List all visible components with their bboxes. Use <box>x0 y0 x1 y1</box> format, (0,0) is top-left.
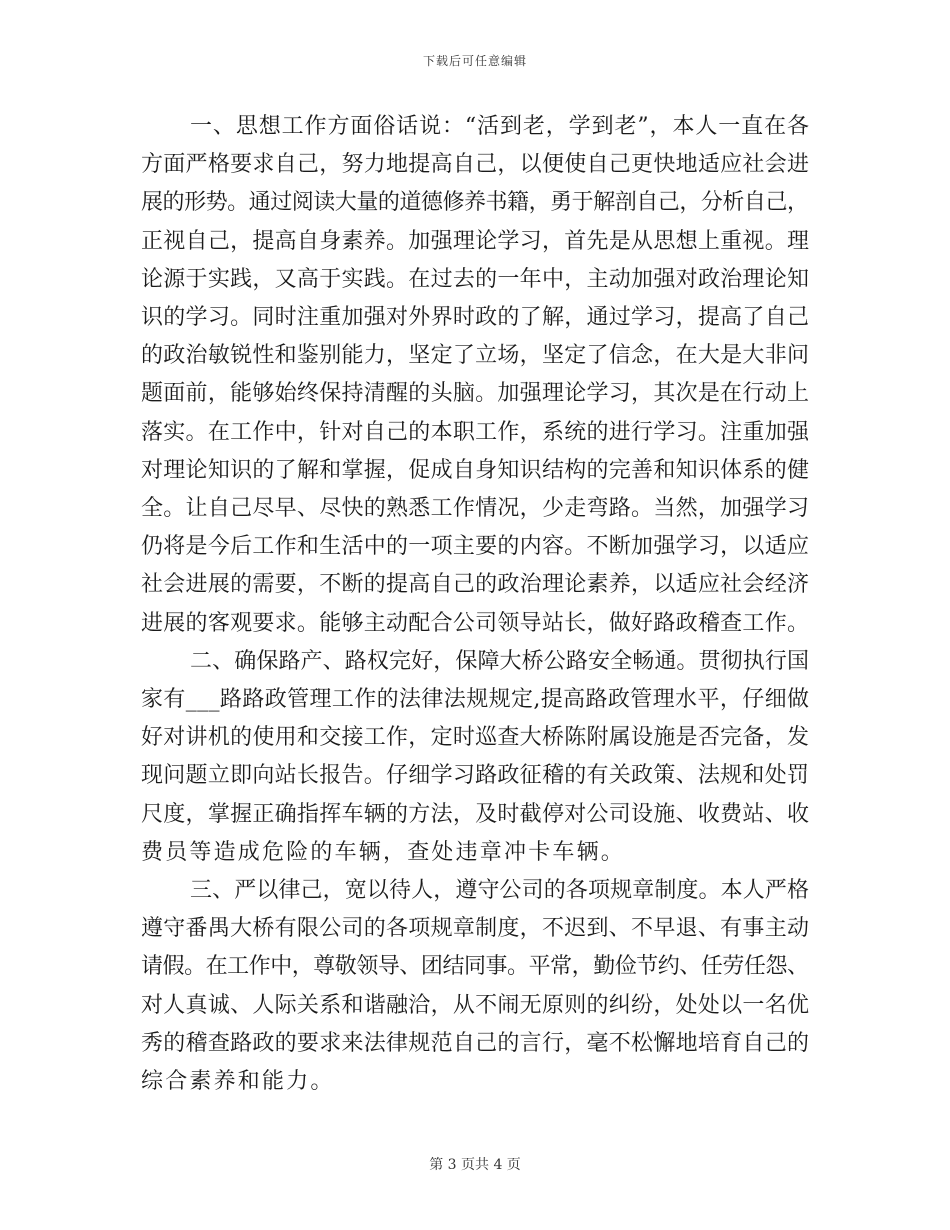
paragraph-2 <box>141 643 809 872</box>
text-line: 仍将是今后工作和生活中的一项主要的内容。不断加强学习，以适应 <box>141 534 810 560</box>
paragraph-1 <box>141 108 809 643</box>
text-line: 请假。在工作中，尊敬领导、团结同事。平常，勤俭节约、任劳任怨、 <box>141 954 809 980</box>
page-header: 下载后可任意编辑 <box>422 54 527 68</box>
text-line: 展的形势。通过阅读大量的道德修养书籍，勇于解剖自己，分析自己， <box>141 190 809 216</box>
paragraph-3 <box>141 872 809 1101</box>
document-body <box>141 108 809 1101</box>
text-line: 对人真诚、人际关系和谐融洽，从不闹无原则的纠纷，处处以一名优 <box>141 992 810 1018</box>
text-line: 尺度，掌握正确指挥车辆的方法，及时截停对公司设施、收费站、收 <box>141 801 810 827</box>
text-line: 家有___路路政管理工作的法律法规规定,提高路政管理水平，仔细做 <box>141 687 810 713</box>
text-line: 的政治敏锐性和鉴别能力，坚定了立场，坚定了信念，在大是大非问 <box>141 343 810 369</box>
text-line: 论源于实践，又高于实践。在过去的一年中，主动加强对政治理论知 <box>141 266 810 292</box>
text-line: 现问题立即向站长报告。仔细学习路政征稽的有关政策、法规和处罚 <box>141 763 810 789</box>
text-line: 进展的客观要求。能够主动配合公司领导站长，做好路政稽查工作。 <box>141 610 810 636</box>
text-line: 落实。在工作中，针对自己的本职工作，系统的进行学习。注重加强 <box>141 419 810 445</box>
text-line: 正视自己，提高自身素养。加强理论学习，首先是从思想上重视。理 <box>141 228 810 254</box>
text-line: 遵守番禺大桥有限公司的各项规章制度，不迟到、不早退、有事主动 <box>141 916 810 942</box>
text-line: 费员等造成危险的车辆，查处违章冲卡车辆。 <box>141 839 626 865</box>
text-line: 识的学习。同时注重加强对外界时政的了解，通过学习，提高了自己 <box>141 305 810 331</box>
page-footer: 第 3 页共 4 页 <box>429 1157 521 1173</box>
text-line: 三、严以律己，宽以待人，遵守公司的各项规章制度。本人严格 <box>190 878 810 904</box>
text-line: 全。让自己尽早、尽快的熟悉工作情况，少走弯路。当然，加强学习 <box>141 496 810 522</box>
text-line: 一、思想工作方面俗话说：“活到老，学到老”，本人一直在各 <box>190 114 810 139</box>
text-line: 对理论知识的了解和掌握，促成自身知识结构的完善和知识体系的健 <box>141 457 810 483</box>
text-line: 二、确保路产、路权完好，保障大桥公路安全畅通。贯彻执行国 <box>190 648 810 674</box>
text-line: 综合素养和能力。 <box>141 1069 335 1095</box>
text-line: 方面严格要求自己，努力地提高自己，以便使自己更快地适应社会进 <box>141 152 810 178</box>
text-line: 题面前，能够始终保持清醒的头脑。加强理论学习，其次是在行动上 <box>141 381 810 407</box>
text-line: 好对讲机的使用和交接工作，定时巡查大桥陈附属设施是否完备，发 <box>141 725 810 751</box>
text-line: 社会进展的需要，不断的提高自己的政治理论素养，以适应社会经济 <box>141 572 810 598</box>
text-line: 秀的稽查路政的要求来法律规范自己的言行，毫不松懈地培育自己的 <box>141 1030 810 1056</box>
